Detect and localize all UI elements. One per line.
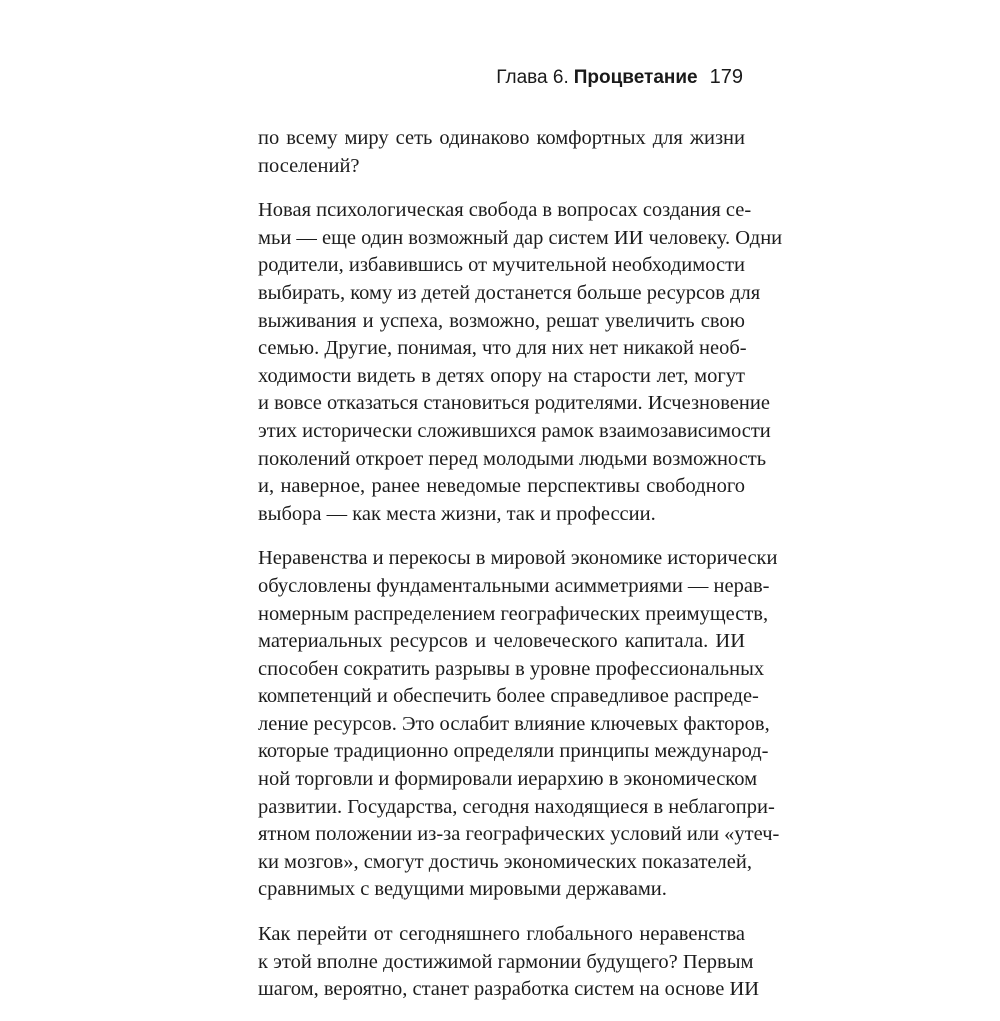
- text-line: выживания и успеха, возможно, решат увеличить свою: [258, 309, 745, 332]
- paragraph-1: [258, 125, 745, 180]
- text-line: сравнимых с ведущими мировыми державами.: [258, 878, 667, 901]
- text-line: которые традиционно определяли принципы международ-: [258, 740, 769, 763]
- page-number: 179: [709, 66, 743, 88]
- text-line: родители, избавившись от мучительной необходимости: [258, 254, 745, 277]
- text-line: ходимости видеть в детях опору на старости лет, могут: [258, 364, 745, 387]
- chapter-title: Процветание: [573, 67, 698, 88]
- text-line: к этой вполне достижимой гармонии будущего? Первым: [258, 950, 754, 973]
- text-line: обусловлены фундаментальными асимметриями — нерав-: [258, 574, 770, 597]
- text-line: поколений откроет перед молодыми людьми возможность: [258, 447, 767, 470]
- text-line: компетенций и обеспечить более справедливое распреде-: [258, 685, 759, 708]
- text-line: семью. Другие, понимая, что для них нет никакой необ-: [258, 337, 747, 360]
- text-line: ление ресурсов. Это ослабит влияние ключевых факторов,: [258, 712, 770, 735]
- text-line: Новая психологическая свобода в вопросах создания се-: [258, 199, 752, 222]
- text-line: Как перейти от сегодняшнего глобального неравенства: [258, 923, 745, 946]
- running-head: [258, 66, 743, 100]
- text-line: материальных ресурсов и человеческого капитала. ИИ: [258, 630, 745, 653]
- text-line: способен сократить разрывы в уровне профессиональных: [258, 657, 765, 680]
- text-line: выбирать, кому из детей достанется больше ресурсов для: [258, 281, 761, 304]
- paragraph-4: [258, 921, 760, 1004]
- text-line: по всему миру сеть одинаково комфортных для жизни: [258, 127, 745, 149]
- text-line: и вовсе отказаться становиться родителями. Исчезновение: [258, 392, 770, 415]
- text-line: выбора — как места жизни, так и профессии.: [258, 502, 656, 525]
- text-line: развитии. Государства, сегодня находящиеся в неблагопри-: [258, 795, 775, 818]
- text-line: мьи — еще один возможный дар систем ИИ человеку. Одни: [258, 226, 783, 249]
- text-line: этих исторически сложившихся рамок взаимозависимости: [258, 419, 771, 442]
- chapter-label: Глава 6.: [496, 67, 569, 88]
- paragraph-2: [258, 197, 783, 528]
- text-line: ки мозгов», смогут достичь экономических показателей,: [258, 850, 752, 873]
- text-line: Неравенства и перекосы в мировой экономике исторически: [258, 547, 778, 570]
- text-line: ной торговли и формировали иерархию в экономическом: [258, 768, 758, 791]
- text-line: шагом, вероятно, станет разработка систем на основе ИИ: [258, 978, 760, 1001]
- text-line: и, наверное, ранее неведомые перспективы свободного: [258, 475, 745, 498]
- text-line: поселений?: [258, 154, 360, 177]
- text-line: номерным распределением географических преимуществ,: [258, 602, 769, 625]
- text-line: ятном положении из-за географических условий или «утеч-: [258, 823, 780, 846]
- body-text: [258, 125, 783, 1021]
- paragraph-3: [258, 545, 780, 904]
